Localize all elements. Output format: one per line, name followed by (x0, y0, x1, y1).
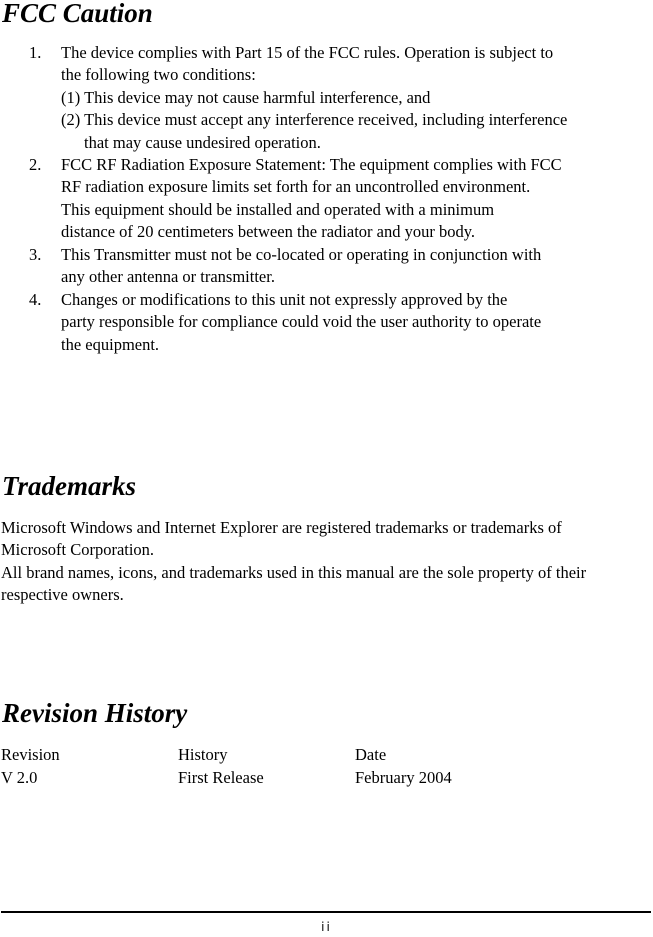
fcc-caution-heading: FCC Caution (2, 0, 153, 28)
cell-history: First Release (178, 768, 264, 787)
list-item-text: This equipment should be installed and operated with a minimum (61, 200, 495, 219)
paragraph-line: Microsoft Windows and Internet Explorer are registered trademarks or trademarks of (1, 518, 562, 537)
column-header-history: History (178, 745, 228, 764)
revision-history-heading: Revision History (2, 698, 188, 728)
cell-revision: V 2.0 (1, 768, 38, 787)
list-item-text: The device complies with Part 15 of the FCC rules. Operation is subject to (61, 43, 554, 62)
footer-divider (1, 911, 651, 913)
page-number: ii (321, 920, 332, 934)
list-item-text: FCC RF Radiation Exposure Statement: The equipment complies with FCC (61, 155, 562, 174)
list-item-text: distance of 20 centimeters between the radiator and your body. (61, 222, 476, 241)
list-item-number: 1. (29, 43, 42, 62)
list-item-text: (1) This device may not cause harmful interference, and (61, 88, 431, 107)
list-item-text: (2) This device must accept any interference received, including interference (61, 110, 568, 129)
list-item-text: any other antenna or transmitter. (61, 267, 275, 286)
list-item-number: 2. (29, 155, 42, 174)
cell-date: February 2004 (355, 768, 452, 787)
list-item-number: 3. (29, 245, 42, 264)
column-header-date: Date (355, 745, 387, 764)
column-header-revision: Revision (1, 745, 60, 764)
list-item-text: that may cause undesired operation. (84, 133, 321, 152)
trademarks-heading: Trademarks (2, 471, 136, 501)
list-item-text: the following two conditions: (61, 65, 256, 84)
paragraph-line: Microsoft Corporation. (1, 540, 155, 559)
list-item-text: RF radiation exposure limits set forth for an uncontrolled environment. (61, 177, 531, 196)
list-item-text: the equipment. (61, 335, 160, 354)
list-item-text: party responsible for compliance could void the user authority to operate (61, 312, 542, 331)
list-item-number: 4. (29, 290, 42, 309)
paragraph-line: respective owners. (1, 585, 124, 604)
list-item-text: Changes or modifications to this unit not expressly approved by the (61, 290, 508, 309)
list-item-text: This Transmitter must not be co-located or operating in conjunction with (61, 245, 542, 264)
paragraph-line: All brand names, icons, and trademarks used in this manual are the sole property of their (1, 563, 587, 582)
